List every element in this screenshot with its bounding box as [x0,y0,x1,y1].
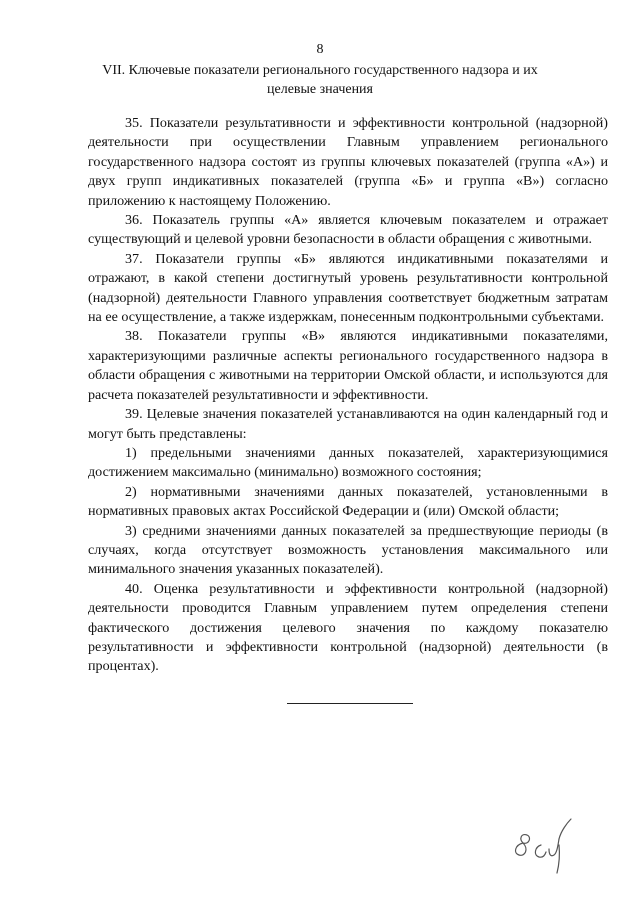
handwritten-signature [505,815,585,877]
paragraph-40: 40. Оценка результативности и эффективности контрольной (надзорной) деятельности проводится Главным управлением путем определения степени фактического достижения целевого значения по каждому показателю результативности и эффективности контрольной (надзорной) деятельности (в процентах). [88,580,608,675]
paragraph-36: 36. Показатель группы «А» является ключевым показателем и отражает существующий и целевой уровни безопасности в области обращения с животными. [88,212,608,248]
list-item-2: 2) нормативными значениями данных показателей, установленными в нормативных правовых актах Российской Федерации и (или) Омской области; [88,483,608,520]
end-rule [287,703,413,704]
section-heading: VII. Ключевые показатели регионального государственного надзора и их целевые значения [102,63,538,97]
paragraph-38: 38. Показатели группы «В» являются индикативными показателями, характеризующими различные аспекты регионального государственного надзора в области обращения с животными на территории Омской области, и используются для расчета показателей результативности и эффективности. [88,328,608,403]
page-number: 8 [316,42,324,57]
list-item-1: 1) предельными значениями данных показателей, характеризующимися достижением максимально (минимально) возможного состояния; [88,444,608,481]
paragraph-39: 39. Целевые значения показателей устанавливаются на один календарный год и могут быть представлены: [88,406,608,442]
list-item-3: 3) средними значениями данных показателей за предшествующие периоды (в случаях, когда отсутствует возможность установления максимального или минимального значения указанных показателей). [88,522,608,578]
paragraph-35: 35. Показатели результативности и эффективности контрольной (надзорной) деятельности при осуществлении Главным управлением регионального государственного надзора состоят из группы ключевых показателей (группа «А») и двух групп индикативных показателей (группа «Б» и группа «В») согласно приложению к настоящему Положению. [88,115,608,209]
document-body [88,114,608,677]
paragraph-37: 37. Показатели группы «Б» являются индикативными показателями и отражают, в какой степени достигнутый уровень результативности контрольной (надзорной) деятельности Главного управления соответствует бюджетным затратам на ее осуществление, а также издержкам, понесенным подконтрольными субъектами. [88,250,608,326]
